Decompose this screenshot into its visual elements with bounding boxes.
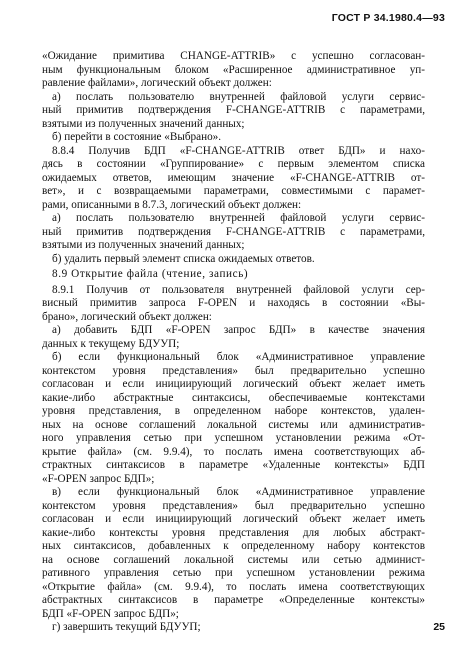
page-number: 25: [433, 621, 445, 633]
text-line: висный примитив запроса F-OPEN и находясь в состоянии «Вы-: [42, 297, 425, 309]
text-line: г) завершить текущий БДУУП;: [52, 621, 201, 633]
text-line: ным функциональным блоком «Расширенное административное уп-: [42, 63, 425, 76]
text-line: согласован и если инициирующий логический объект желает иметь: [42, 513, 425, 525]
text-line: б) если функциональный блок «Административное управление: [52, 351, 425, 363]
text-line: взятыми из полученных значений данных;: [42, 117, 245, 130]
text-line: контекстом уровня представления» был предварительно успешно: [42, 364, 425, 377]
text-line: в) если функциональный блок «Административное управление: [52, 486, 425, 498]
text-line: ных синтаксисов, добавленных к определенному набору контекстов: [42, 540, 425, 552]
text-line: ративного управления сетью при успешном установлении режима: [42, 567, 425, 579]
text-line: рами, описанными в 8.7.3, логический объект должен:: [42, 198, 302, 211]
text-line: а) послать пользователю внутренней файловой услуги сервис-: [52, 212, 425, 224]
text-line: на основе соглашений локальной системы или сетью админист-: [42, 553, 425, 566]
text-line: уровня представления, в определенном наборе контекстов, удален-: [42, 405, 425, 417]
text-line: 8.8.4 Получив БДП «F-CHANGE-ATTRIB ответ БДП» и нахо-: [52, 144, 425, 157]
text-line: ных на основе соглашений локальной системы или административ-: [42, 418, 425, 431]
text-line: «Ожидание примитива CHANGE-ATTRIB» с успешно согласован-: [42, 50, 425, 62]
text-line: БДП «F-OPEN запрос БДП»;: [42, 607, 179, 620]
document-body: [42, 50, 425, 635]
text-line: брано», логический объект должен:: [42, 310, 212, 323]
text-line: крытие файла» (см. 9.9.4), то послать имена соответствующих аб-: [42, 445, 425, 458]
text-line: какие-либо абстрактные синтаксисы, обеспечиваемые контекстами: [42, 391, 425, 404]
text-line: 8.9.1 Получив от пользователя внутренней файловой услуги сер-: [52, 283, 425, 296]
text-line: страктных синтаксисов в параметре «Удаленные контексты» БДП: [42, 459, 425, 471]
section-heading: 8.9 Открытие файла (чтение, запись): [52, 268, 249, 280]
text-line: вет», и с возвращаемыми параметрами, совместимыми с парамет-: [42, 185, 425, 197]
text-line: данных к текущему БДУУП;: [42, 337, 180, 350]
text-line: «F-OPEN запрос БДП»;: [42, 472, 155, 485]
text-line: согласован и если инициирующий логический объект желает иметь: [42, 378, 425, 390]
text-line: равление файлами», логический объект должен:: [42, 77, 272, 89]
text-line: абстрактных синтаксисов в параметре «Определенные контексты»: [42, 594, 425, 606]
text-line: ожидаемых ответов, имеющим значение «F-CHANGE-ATTRIB от-: [42, 171, 425, 184]
text-line: ный примитив подтверждения F-CHANGE-ATTRIB с параметрами,: [42, 225, 425, 238]
text-line: б) удалить первый элемент списка ожидаемых ответов.: [52, 252, 315, 265]
text-line: «Открытие файла» (см. 9.9.4), то послать имена соответствующих: [42, 580, 425, 593]
text-line: а) добавить БДП «F-OPEN запрос БДП» в качестве значения: [52, 324, 425, 336]
text-line: дясь в состоянии «Группирование» с первым элементом списка: [42, 158, 425, 170]
text-line: б) перейти в состояние «Выбрано».: [52, 131, 222, 143]
text-line: ный примитив подтверждения F-CHANGE-ATTRIB с параметрами,: [42, 104, 425, 116]
text-line: какие-либо контексты уровня представления для любых абстракт-: [42, 526, 425, 539]
text-line: а) послать пользователю внутренней файловой услуги сервис-: [52, 90, 425, 103]
text-line: взятыми из полученных значений данных;: [42, 239, 245, 251]
text-line: ного управления сетью при успешном установлении режима «От-: [42, 432, 425, 444]
standard-header: ГОСТ Р 34.1980.4—93: [331, 12, 445, 24]
text-line: контекстом уровня представления» был предварительно успешно: [42, 499, 425, 512]
